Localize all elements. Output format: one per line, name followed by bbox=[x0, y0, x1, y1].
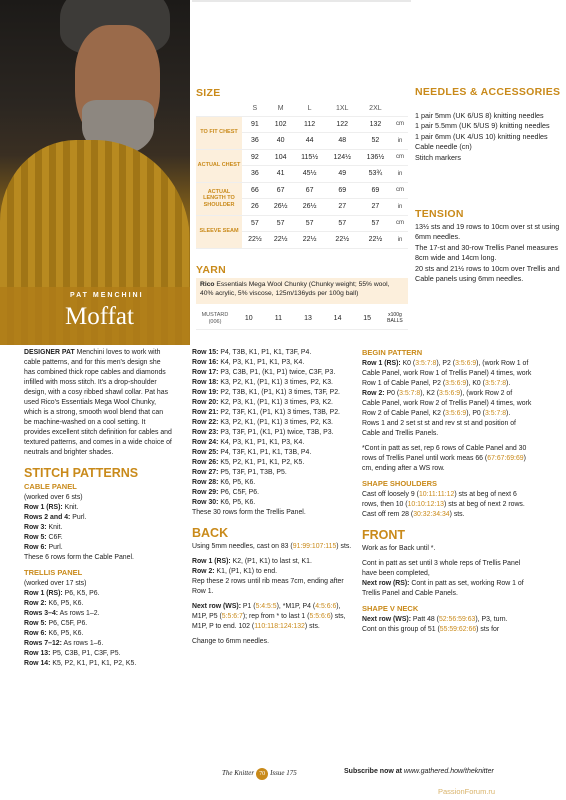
tension-line: The 17-st and 30-row Trellis Panel measures 8cm wide and 14cm long. bbox=[415, 242, 559, 263]
size-unit: cm bbox=[392, 182, 408, 199]
row-text: (worked over 6 sts) bbox=[24, 494, 83, 501]
row-label: Row 29: bbox=[192, 489, 219, 496]
needle-item: 1 pair 5.5mm (UK 5/US 9) knitting needles bbox=[415, 121, 550, 131]
trellis-row bbox=[24, 629, 172, 639]
row-text: Knit. bbox=[48, 524, 63, 531]
row-label: Row 1 (RS): bbox=[362, 359, 401, 367]
row-text: These 6 rows form the Cable Panel. bbox=[24, 554, 134, 561]
row-text: K1, (P1, K1) to end. bbox=[216, 568, 278, 576]
row-text: K5, P2, K1, P1, K1, P2, K5. bbox=[220, 459, 305, 466]
trellis-row bbox=[192, 468, 357, 478]
row-label: Row 2: bbox=[192, 568, 215, 576]
text: ) sts at beg of next 2 rows. bbox=[443, 500, 525, 508]
text: ), (work Row 2 of Cable Panel, work Row 2 of Trellis Panel) 4 times, work Row 2 of Cable Panel, K2 ( bbox=[362, 389, 532, 417]
row-text: K6, P5, K6. bbox=[220, 479, 256, 486]
sizes: 5:5:6:7 bbox=[221, 613, 243, 621]
size-value: 67 bbox=[294, 182, 326, 199]
trellis-row bbox=[192, 378, 357, 388]
size-value: 22½ bbox=[242, 232, 268, 249]
row-label: Row 23: bbox=[192, 429, 219, 436]
shape-shoulders-heading: SHAPE SHOULDERS bbox=[362, 478, 438, 488]
begin-row-1 bbox=[362, 359, 532, 389]
row-text: K3, P2, K1, (P1, K1) 3 times, P2, K3. bbox=[220, 419, 333, 426]
trellis-row bbox=[24, 619, 172, 629]
sizes: 52:56:59:63 bbox=[438, 615, 476, 623]
size-value: 22½ bbox=[294, 232, 326, 249]
needle-item: Cable needle (cn) bbox=[415, 142, 472, 152]
row-text: (worked over 17 sts) bbox=[24, 579, 87, 587]
continue-pattern bbox=[362, 444, 532, 474]
column-3 bbox=[362, 348, 532, 635]
back-next-row bbox=[192, 602, 357, 632]
yarn-balls: 13 bbox=[304, 315, 312, 322]
trellis-row bbox=[192, 428, 357, 438]
sizes: 3:5:7:8 bbox=[399, 389, 421, 397]
mag-name: The Knitter bbox=[222, 769, 255, 777]
size-value: 45½ bbox=[294, 166, 326, 183]
designer-name: PAT MENCHINI bbox=[70, 292, 144, 299]
trellis-panel-heading: TRELLIS PANEL bbox=[24, 568, 83, 577]
back-rep: Rep these 2 rows until rib meas 7cm, ending after Row 1. bbox=[192, 578, 344, 596]
sizes: 10:10:12:13 bbox=[407, 500, 444, 508]
text: Cast off loosely 9 ( bbox=[362, 490, 419, 498]
row-text: K6, P5, K6. bbox=[48, 599, 84, 607]
row-text: P5, C3B, P1, C3F, P5. bbox=[52, 649, 121, 657]
back-row bbox=[192, 567, 357, 577]
size-value: 132 bbox=[359, 116, 392, 133]
size-value: 53¾ bbox=[359, 166, 392, 183]
size-value: 36 bbox=[242, 133, 268, 150]
row-label: Row 1 (RS): bbox=[24, 589, 63, 597]
row-label: Rows 3–4: bbox=[24, 609, 59, 617]
yarn-balls: 11 bbox=[274, 315, 283, 322]
size-value: 66 bbox=[242, 182, 268, 199]
row-text: P2, T3B, K1, (P1, K1) 3 times, T3F, P2. bbox=[220, 389, 340, 396]
text: ), K0 ( bbox=[466, 379, 485, 387]
text: Cont on this group of 51 ( bbox=[362, 625, 440, 633]
trellis-row bbox=[192, 358, 357, 368]
trellis-end: These 30 rows form the Trellis Panel. bbox=[192, 509, 306, 516]
row-text: As rows 1–2. bbox=[59, 609, 100, 617]
footer-subscribe bbox=[344, 768, 494, 775]
row-text: P2, T3F, K1, (P1, K1) 3 times, T3B, P2. bbox=[220, 409, 340, 416]
row-label: Row 2: bbox=[24, 599, 47, 607]
size-row bbox=[196, 116, 408, 133]
yarn-unit: x100g BALLS bbox=[387, 312, 403, 324]
size-col-header: M bbox=[268, 102, 294, 116]
size-value: 115½ bbox=[294, 149, 326, 166]
front-text: Work as for Back until *. bbox=[362, 544, 436, 552]
text: ), K2 ( bbox=[420, 389, 439, 397]
size-row-label: ACTUAL LENGTH TO SHOULDER bbox=[196, 182, 242, 215]
cable-panel-heading: CABLE PANEL bbox=[24, 482, 77, 492]
intro-paragraph bbox=[24, 348, 172, 458]
sizes: 67:67:69:69 bbox=[487, 454, 524, 462]
text: *Cont in patt as set, rep 6 rows of Cable Panel and 30 rows of Trellis Panel until work meas 66 ( bbox=[362, 444, 527, 462]
row-label: Row 13: bbox=[24, 649, 51, 657]
needle-item: Stitch markers bbox=[415, 152, 461, 162]
sizes: 5:5:6:6 bbox=[309, 613, 331, 621]
trellis-row bbox=[192, 368, 357, 378]
size-value: 57 bbox=[359, 215, 392, 232]
cable-row bbox=[24, 533, 172, 543]
text: ) sts for bbox=[476, 625, 500, 633]
row-text: P6, K5, P6. bbox=[64, 589, 100, 597]
rows-set: Rows 1 and 2 set st st and rev st st and position of Cable and Trellis Panels. bbox=[362, 419, 516, 437]
size-col-header: 1XL bbox=[326, 102, 359, 116]
trellis-row bbox=[24, 589, 172, 599]
trellis-row bbox=[192, 418, 357, 428]
size-value: 41 bbox=[268, 166, 294, 183]
size-value: 124½ bbox=[326, 149, 359, 166]
back-heading: BACK bbox=[192, 526, 229, 540]
needle-item: 1 pair 6mm (UK 4/US 10) knitting needles bbox=[415, 131, 548, 141]
row-text: K2, P3, K1, (P1, K1) 3 times, P3, K2. bbox=[220, 399, 333, 406]
front-heading: FRONT bbox=[362, 527, 406, 542]
size-row-label: SLEEVE SEAM bbox=[196, 215, 242, 248]
row-text: Purl. bbox=[48, 544, 63, 551]
cable-row bbox=[24, 553, 172, 563]
row-text: P5, T3F, P1, T3B, P5. bbox=[220, 469, 287, 476]
back-row bbox=[192, 557, 357, 567]
trellis-row bbox=[192, 438, 357, 448]
text: ) sts, M1P, P to end. 102 ( bbox=[192, 613, 346, 631]
stitch-patterns-heading: STITCH PATTERNS bbox=[24, 466, 139, 480]
text: ) cm, ending after a WS row. bbox=[362, 454, 526, 472]
change-needles: Change to 6mm needles. bbox=[192, 638, 269, 646]
size-value: 22½ bbox=[326, 232, 359, 249]
size-row-label: TO FIT CHEST bbox=[196, 116, 242, 149]
text: ) sts. bbox=[304, 623, 320, 631]
text: Patt 48 ( bbox=[411, 615, 439, 623]
cable-row bbox=[24, 493, 172, 503]
row-text: P3, T3F, P1, (K1, P1) twice, T3B, P3. bbox=[220, 429, 334, 436]
size-value: 22½ bbox=[359, 232, 392, 249]
sizes: 3:5:7:8 bbox=[484, 379, 507, 387]
trellis-rows-cont bbox=[192, 348, 357, 508]
size-value: 40 bbox=[268, 133, 294, 150]
sizes: 5:4:5:5 bbox=[255, 603, 277, 611]
size-value: 27 bbox=[359, 199, 392, 216]
pattern-title: Moffat bbox=[65, 303, 134, 330]
row-label: Next row (WS): bbox=[192, 603, 241, 611]
begin-row-2 bbox=[362, 389, 532, 419]
top-rule bbox=[192, 0, 411, 2]
needles-list bbox=[415, 111, 563, 163]
row-label: Next row (WS): bbox=[362, 615, 411, 623]
trellis-row bbox=[192, 388, 357, 398]
yarn-brand: Rico bbox=[200, 281, 215, 288]
yarn-balls: 10 bbox=[244, 315, 253, 322]
text: ) sts. bbox=[336, 543, 352, 551]
size-value: 49 bbox=[326, 166, 359, 183]
text: ), M1P, P5 ( bbox=[192, 603, 341, 621]
size-value: 104 bbox=[268, 149, 294, 166]
trellis-row bbox=[192, 398, 357, 408]
row-text: K4, P3, K1, P1, K1, P3, K4. bbox=[220, 359, 305, 366]
sizes: 3:5:6:9 bbox=[445, 379, 467, 387]
trellis-row bbox=[24, 579, 172, 589]
size-header-row bbox=[196, 102, 408, 116]
yarn-balls: 15 bbox=[363, 315, 372, 322]
size-row bbox=[196, 215, 408, 232]
row-text: K5, P2, K1, P1, K1, P2, K5. bbox=[52, 659, 137, 667]
text: ); rep from * to last 1 ( bbox=[242, 613, 310, 621]
text: P0 ( bbox=[384, 389, 400, 397]
trellis-row bbox=[24, 639, 172, 649]
row-text: P3, C3B, P1, (K1, P1) twice, C3F, P3. bbox=[220, 369, 336, 376]
size-value: 91 bbox=[242, 116, 268, 133]
row-label: Row 6: bbox=[24, 544, 47, 551]
size-value: 69 bbox=[326, 182, 359, 199]
row-label: Row 3: bbox=[24, 524, 47, 531]
front-next-row bbox=[362, 579, 532, 599]
trellis-row bbox=[192, 458, 357, 468]
shape-shoulders-text bbox=[362, 490, 532, 510]
size-value: 26½ bbox=[268, 199, 294, 216]
tension-heading: TENSION bbox=[415, 208, 464, 220]
row-label: Row 21: bbox=[192, 409, 219, 416]
size-col-header: L bbox=[294, 102, 326, 116]
size-value: 136½ bbox=[359, 149, 392, 166]
intro-lead: DESIGNER PAT bbox=[24, 349, 75, 356]
size-value: 102 bbox=[268, 116, 294, 133]
row-text: P4, T3F, K1, P1, K1, T3B, P4. bbox=[220, 449, 312, 456]
sizes: 10:11:11:12 bbox=[418, 490, 455, 498]
text: ), P2 ( bbox=[436, 359, 456, 367]
sizes: 4:5:6:6 bbox=[315, 603, 337, 611]
row-label: Row 5: bbox=[24, 619, 47, 627]
text: ), P0 ( bbox=[466, 409, 485, 417]
trellis-row bbox=[192, 348, 357, 358]
row-label: Row 22: bbox=[192, 419, 219, 426]
trellis-row bbox=[192, 498, 357, 508]
size-unit: in bbox=[392, 133, 408, 150]
text: P1 ( bbox=[241, 603, 256, 611]
size-col-header: S bbox=[242, 102, 268, 116]
row-text: Purl. bbox=[72, 514, 87, 521]
sizes: 3:5:7:8 bbox=[415, 359, 437, 367]
size-heading: SIZE bbox=[196, 87, 221, 99]
tension-line: 20 sts and 21½ rows to 10cm over Trellis and Cable panels using 6mm needles. bbox=[415, 263, 560, 284]
front-cont: Cont in patt as set until 3 whole reps of Trellis Panel have been completed, bbox=[362, 559, 521, 577]
sizes: 55:59:62:66 bbox=[439, 625, 477, 633]
size-value: 26½ bbox=[294, 199, 326, 216]
row-label: Row 5: bbox=[24, 534, 47, 541]
trellis-row bbox=[24, 609, 172, 619]
sizes: 3:5:6:9 bbox=[445, 409, 467, 417]
row-label: Row 20: bbox=[192, 399, 219, 406]
back-rib-rows bbox=[192, 557, 357, 577]
needle-item: 1 pair 5mm (UK 6/US 8) knitting needles bbox=[415, 111, 544, 120]
text: Using 5mm needles, cast on 83 ( bbox=[192, 543, 293, 551]
size-value: 57 bbox=[294, 215, 326, 232]
text: Cast off rem 28 ( bbox=[362, 510, 414, 518]
v-neck-cont bbox=[362, 625, 532, 635]
row-text: P6, C5F, P6. bbox=[220, 489, 260, 496]
row-label: Row 26: bbox=[192, 459, 219, 466]
row-label: Row 27: bbox=[192, 469, 219, 476]
cable-row bbox=[24, 503, 172, 513]
row-text: Knit. bbox=[64, 504, 79, 511]
size-value: 57 bbox=[268, 215, 294, 232]
row-text: C6F. bbox=[48, 534, 63, 541]
size-value: 57 bbox=[242, 215, 268, 232]
row-label: Row 1 (RS): bbox=[192, 558, 231, 566]
text: ), (work Row 1 of Cable Panel, work Row 1 of Trellis Panel) 4 times, work Row 1 of Cable Panel, P2 ( bbox=[362, 359, 532, 387]
size-value: 52 bbox=[359, 133, 392, 150]
trellis-row bbox=[24, 659, 172, 669]
text: ). bbox=[506, 379, 511, 387]
size-row bbox=[196, 149, 408, 166]
page-number: 70 bbox=[256, 768, 268, 780]
row-label: Row 19: bbox=[192, 389, 219, 396]
row-label: Row 17: bbox=[192, 369, 219, 376]
yarn-balls: 14 bbox=[333, 315, 342, 322]
trellis-row bbox=[24, 599, 172, 609]
size-value: 36 bbox=[242, 166, 268, 183]
cable-panel-rows bbox=[24, 493, 172, 563]
row-text: As rows 1–6. bbox=[63, 639, 104, 647]
subscribe-url[interactable]: www.gathered.how/theknitter bbox=[403, 768, 494, 775]
trellis-row bbox=[192, 448, 357, 458]
size-unit: in bbox=[392, 199, 408, 216]
sizes: 3:5:7:8 bbox=[484, 409, 507, 417]
intro-text: Menchini loves to work with cable patterns, and for this men's design she has combined thick rope cables and diamonds infilled with moss stitch. It's a drop-shoulder design, with a cosy ribbed shawl collar. Pat has used Rico's Essentials Mega Wool Chunky, which is a strong, smooth wool blend that can be machine-washed on a cool setting. It provides excellent stitch definition for cables and textured patterns, and comes in a wide choice of neutrals and brighter shades. bbox=[24, 349, 172, 456]
row-label: Row 6: bbox=[24, 629, 47, 637]
row-label: Row 15: bbox=[192, 349, 219, 356]
size-row bbox=[196, 182, 408, 199]
size-unit: cm bbox=[392, 116, 408, 133]
sizes: 30:32:34:34 bbox=[413, 510, 450, 518]
row-text: K4, P3, K1, P1, K1, P3, K4. bbox=[220, 439, 305, 446]
size-value: 27 bbox=[326, 199, 359, 216]
size-row-label: ACTUAL CHEST bbox=[196, 149, 242, 182]
back-cast-on bbox=[192, 542, 357, 552]
trellis-row bbox=[192, 488, 357, 498]
size-value: 112 bbox=[294, 116, 326, 133]
row-label: Next row (RS): bbox=[362, 579, 410, 587]
sizes: 3:5:6:9 bbox=[455, 359, 477, 367]
yarn-color: MUSTARD (006) bbox=[201, 312, 229, 325]
issue-number: Issue 175 bbox=[270, 769, 297, 777]
row-label: Row 14: bbox=[24, 659, 51, 667]
size-value: 92 bbox=[242, 149, 268, 166]
text: K0 ( bbox=[400, 359, 416, 367]
size-table bbox=[196, 102, 408, 249]
text: ), P3, turn. bbox=[475, 615, 508, 623]
row-text: K6, P5, K6. bbox=[48, 629, 84, 637]
yarn-description bbox=[196, 278, 408, 304]
text: ), *M1P, P4 ( bbox=[276, 603, 316, 611]
row-text: K6, P5, K6. bbox=[220, 499, 256, 506]
v-neck-row bbox=[362, 615, 532, 625]
row-label: Rows 7–12: bbox=[24, 639, 62, 647]
sizes: 110:118:124:132 bbox=[254, 623, 305, 631]
blank-cell bbox=[392, 102, 408, 116]
column-1 bbox=[24, 348, 172, 669]
row-label: Row 25: bbox=[192, 449, 219, 456]
sizes: 3:5:6:9 bbox=[439, 389, 461, 397]
size-value: 22½ bbox=[268, 232, 294, 249]
blank-cell bbox=[196, 102, 242, 116]
size-unit: cm bbox=[392, 215, 408, 232]
sizes: 91:99:107:115 bbox=[292, 543, 337, 551]
size-value: 67 bbox=[268, 182, 294, 199]
row-label: Row 24: bbox=[192, 439, 219, 446]
text: ) sts. bbox=[449, 510, 465, 518]
size-unit: in bbox=[392, 166, 408, 183]
size-value: 122 bbox=[326, 116, 359, 133]
column-2 bbox=[192, 348, 357, 647]
yarn-desc: Essentials Mega Wool Chunky (Chunky weight; 55% wool, 40% acrylic, 5% viscose, 125m/136yds per 100g ball) bbox=[200, 281, 390, 297]
row-label: Row 28: bbox=[192, 479, 219, 486]
size-value: 57 bbox=[326, 215, 359, 232]
trellis-panel-rows bbox=[24, 579, 172, 669]
tension-line: 13½ sts and 19 rows to 10cm over st st using 6mm needles. bbox=[415, 222, 560, 242]
trellis-row bbox=[192, 478, 357, 488]
size-col-header: 2XL bbox=[359, 102, 392, 116]
trellis-row bbox=[24, 649, 172, 659]
cable-row bbox=[24, 523, 172, 533]
cable-row bbox=[24, 543, 172, 553]
row-text: K2, (P1, K1) to last st, K1. bbox=[232, 558, 312, 566]
size-unit: in bbox=[392, 232, 408, 249]
text: ). bbox=[506, 409, 511, 417]
row-label: Row 30: bbox=[192, 499, 219, 506]
size-unit: cm bbox=[392, 149, 408, 166]
text: Cont in patt as set, working Row 1 of Trellis Panel and Cable Panels. bbox=[362, 579, 524, 597]
cable-row bbox=[24, 513, 172, 523]
yarn-heading: YARN bbox=[196, 264, 226, 276]
needles-heading: NEEDLES & ACCESSORIES bbox=[415, 86, 561, 98]
row-label: Row 18: bbox=[192, 379, 219, 386]
subscribe-text: Subscribe now at bbox=[344, 768, 404, 775]
row-text: P4, T3B, K1, P1, K1, T3F, P4. bbox=[220, 349, 312, 356]
row-label: Row 2: bbox=[362, 389, 385, 397]
footer-mag bbox=[222, 768, 297, 780]
size-value: 44 bbox=[294, 133, 326, 150]
row-label: Rows 2 and 4: bbox=[24, 514, 71, 521]
trellis-row bbox=[192, 408, 357, 418]
row-text: P6, C5F, P6. bbox=[48, 619, 88, 627]
yarn-quantity-row bbox=[196, 308, 408, 330]
begin-pattern-heading: BEGIN PATTERN bbox=[362, 348, 423, 357]
row-label: Row 1 (RS): bbox=[24, 504, 63, 511]
tension-text bbox=[415, 222, 563, 285]
size-value: 48 bbox=[326, 133, 359, 150]
size-value: 69 bbox=[359, 182, 392, 199]
cast-off-rem bbox=[362, 510, 532, 520]
shape-v-neck-heading: SHAPE V NECK bbox=[362, 603, 419, 613]
row-label: Row 16: bbox=[192, 359, 219, 366]
row-text: K3, P2, K1, (P1, K1) 3 times, P2, K3. bbox=[220, 379, 333, 386]
text: ) sts at beg of next 6 rows, then 10 ( bbox=[362, 490, 517, 508]
size-value: 26 bbox=[242, 199, 268, 216]
watermark: PassionForum.ru bbox=[438, 787, 496, 796]
